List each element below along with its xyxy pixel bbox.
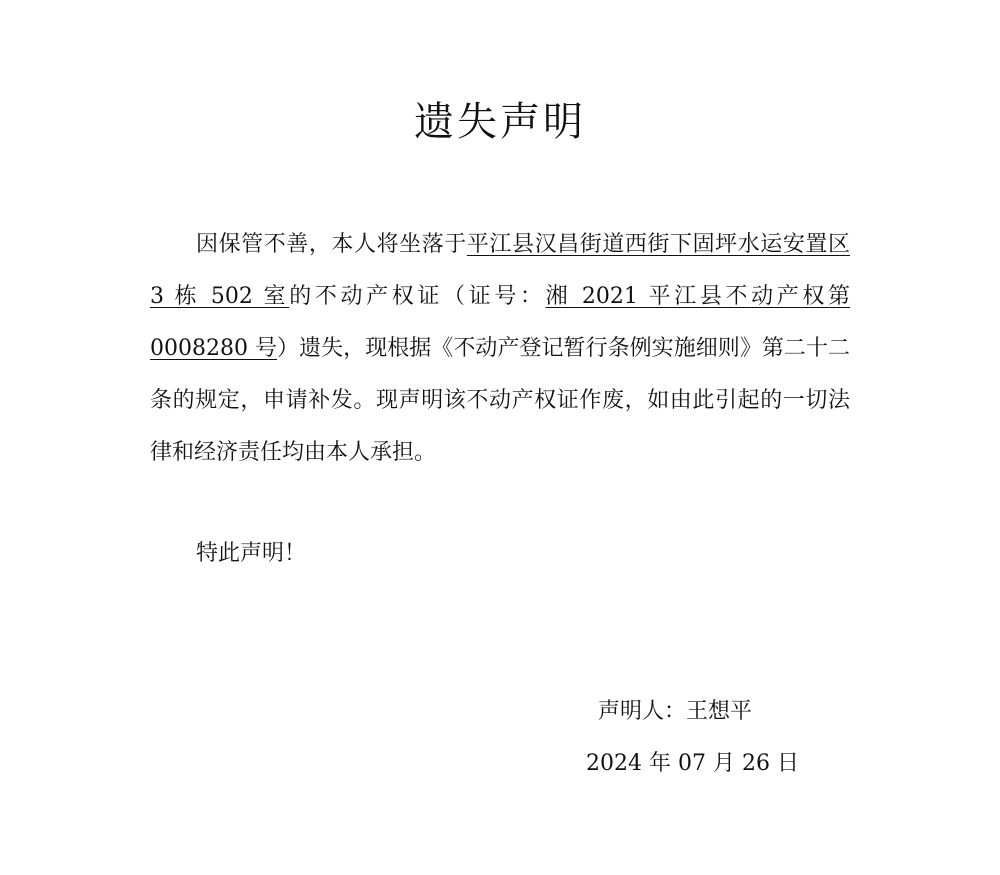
body-certificate-lead: 的不动产权证（证号： — [289, 284, 546, 309]
body-remainder-text: ）遗失，现根据《不动产登记暂行条例实施细则》第二十二条的规定，申请补发。现声明该不动产权证作废，如由此引起的一切法律和经济责任均由本人承担。 — [150, 336, 850, 465]
body-intro-text: 因保管不善，本人将坐落于 — [196, 232, 467, 257]
signer-label: 声明人： — [598, 699, 687, 724]
page-title: 遗失声明 — [414, 99, 586, 145]
signer-line — [598, 692, 752, 732]
certificate-number: 湘 2021 平江县不动产权第0008280 号 — [150, 284, 850, 361]
property-address: 平江县汉昌街道西街下固坪水运安置区 3 栋 502 室 — [150, 232, 850, 309]
declaration-body — [150, 219, 850, 479]
declaration-date: 2024 年 07 月 26 日 — [586, 751, 799, 776]
signer-name: 王想平 — [686, 699, 753, 724]
closing-statement: 特此声明！ — [196, 541, 307, 566]
